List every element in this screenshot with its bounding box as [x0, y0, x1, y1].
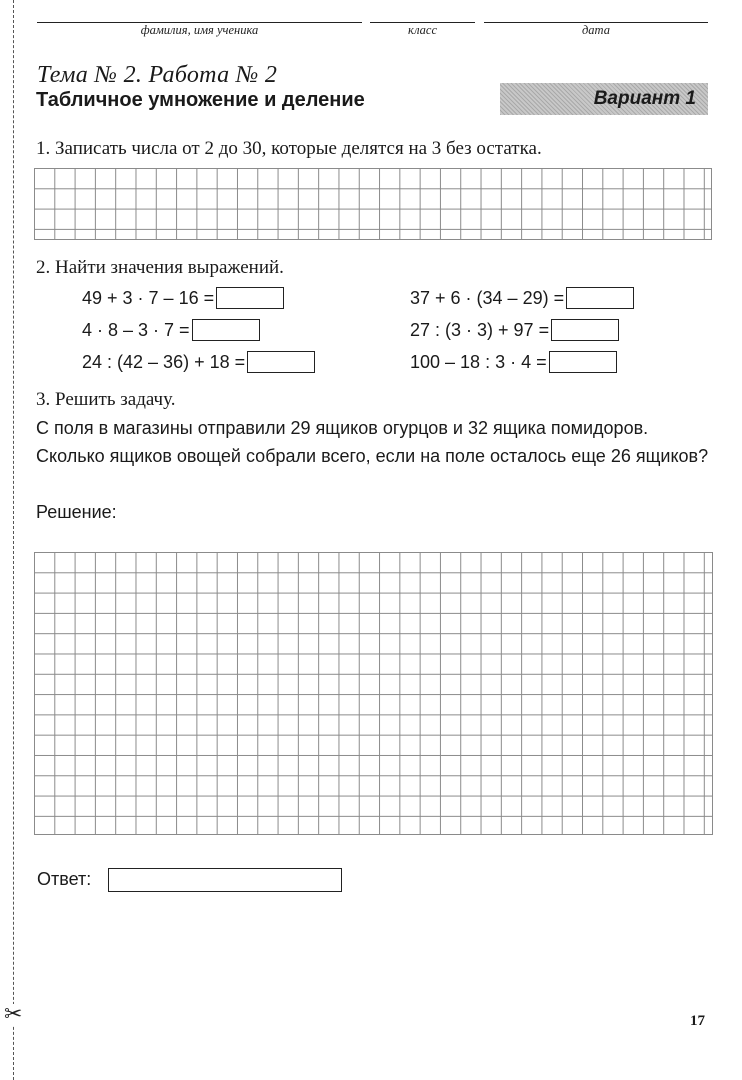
expression-4: [410, 287, 634, 309]
cut-line: [13, 0, 14, 1080]
expression-3: [82, 351, 315, 373]
class-field-label: класс: [407, 23, 438, 37]
variant-badge: [500, 83, 708, 115]
expression-6-text: 100 – 18 : 3 · 4 =: [410, 351, 547, 372]
expression-5-answer-box[interactable]: [551, 319, 619, 341]
name-field-label: фамилия, имя ученика: [140, 23, 259, 37]
task2-text: 2. Найти значения выражений.: [36, 257, 284, 278]
task1-text: 1. Записать числа от 2 до 30, которые делятся на 3 без остатка.: [36, 138, 542, 159]
answer-field[interactable]: [108, 868, 342, 892]
expression-2-answer-box[interactable]: [192, 319, 260, 341]
problem-text: С поля в магазины отправили 29 ящиков огурцов и 32 ящика помидоров. Сколько ящиков овощей собрали всего, если на поле осталось еще 26 ящиков?: [36, 418, 709, 466]
expression-3-text: 24 : (42 – 36) + 18 =: [82, 351, 246, 372]
expression-2: [82, 319, 260, 341]
expression-1-text: 49 + 3 · 7 – 16 =: [82, 287, 215, 308]
answer-label: Ответ:: [37, 869, 92, 889]
variant-label: Вариант 1: [593, 88, 696, 109]
solution-label: Решение:: [36, 502, 117, 522]
expression-5: [410, 319, 619, 341]
topic-title: Тема № 2. Работа № 2: [37, 62, 278, 88]
page-subtitle: Табличное умножение и деление: [36, 89, 365, 111]
expression-3-answer-box[interactable]: [247, 351, 315, 373]
task1-answer-grid[interactable]: [34, 168, 712, 240]
task3-text: 3. Решить задачу.: [36, 389, 176, 410]
expression-1: [82, 287, 284, 309]
solution-grid[interactable]: [34, 552, 713, 835]
expression-4-answer-box[interactable]: [566, 287, 634, 309]
expression-5-text: 27 : (3 · 3) + 97 =: [410, 319, 550, 340]
expression-6-answer-box[interactable]: [549, 351, 617, 373]
date-field-label: дата: [581, 23, 610, 37]
page-number: 17: [690, 1013, 705, 1029]
expression-1-answer-box[interactable]: [216, 287, 284, 309]
scissors-icon: ✂: [4, 1002, 23, 1027]
expression-6: [410, 351, 617, 373]
expression-2-text: 4 · 8 – 3 · 7 =: [82, 319, 190, 340]
expression-4-text: 37 + 6 · (34 – 29) =: [410, 287, 565, 308]
